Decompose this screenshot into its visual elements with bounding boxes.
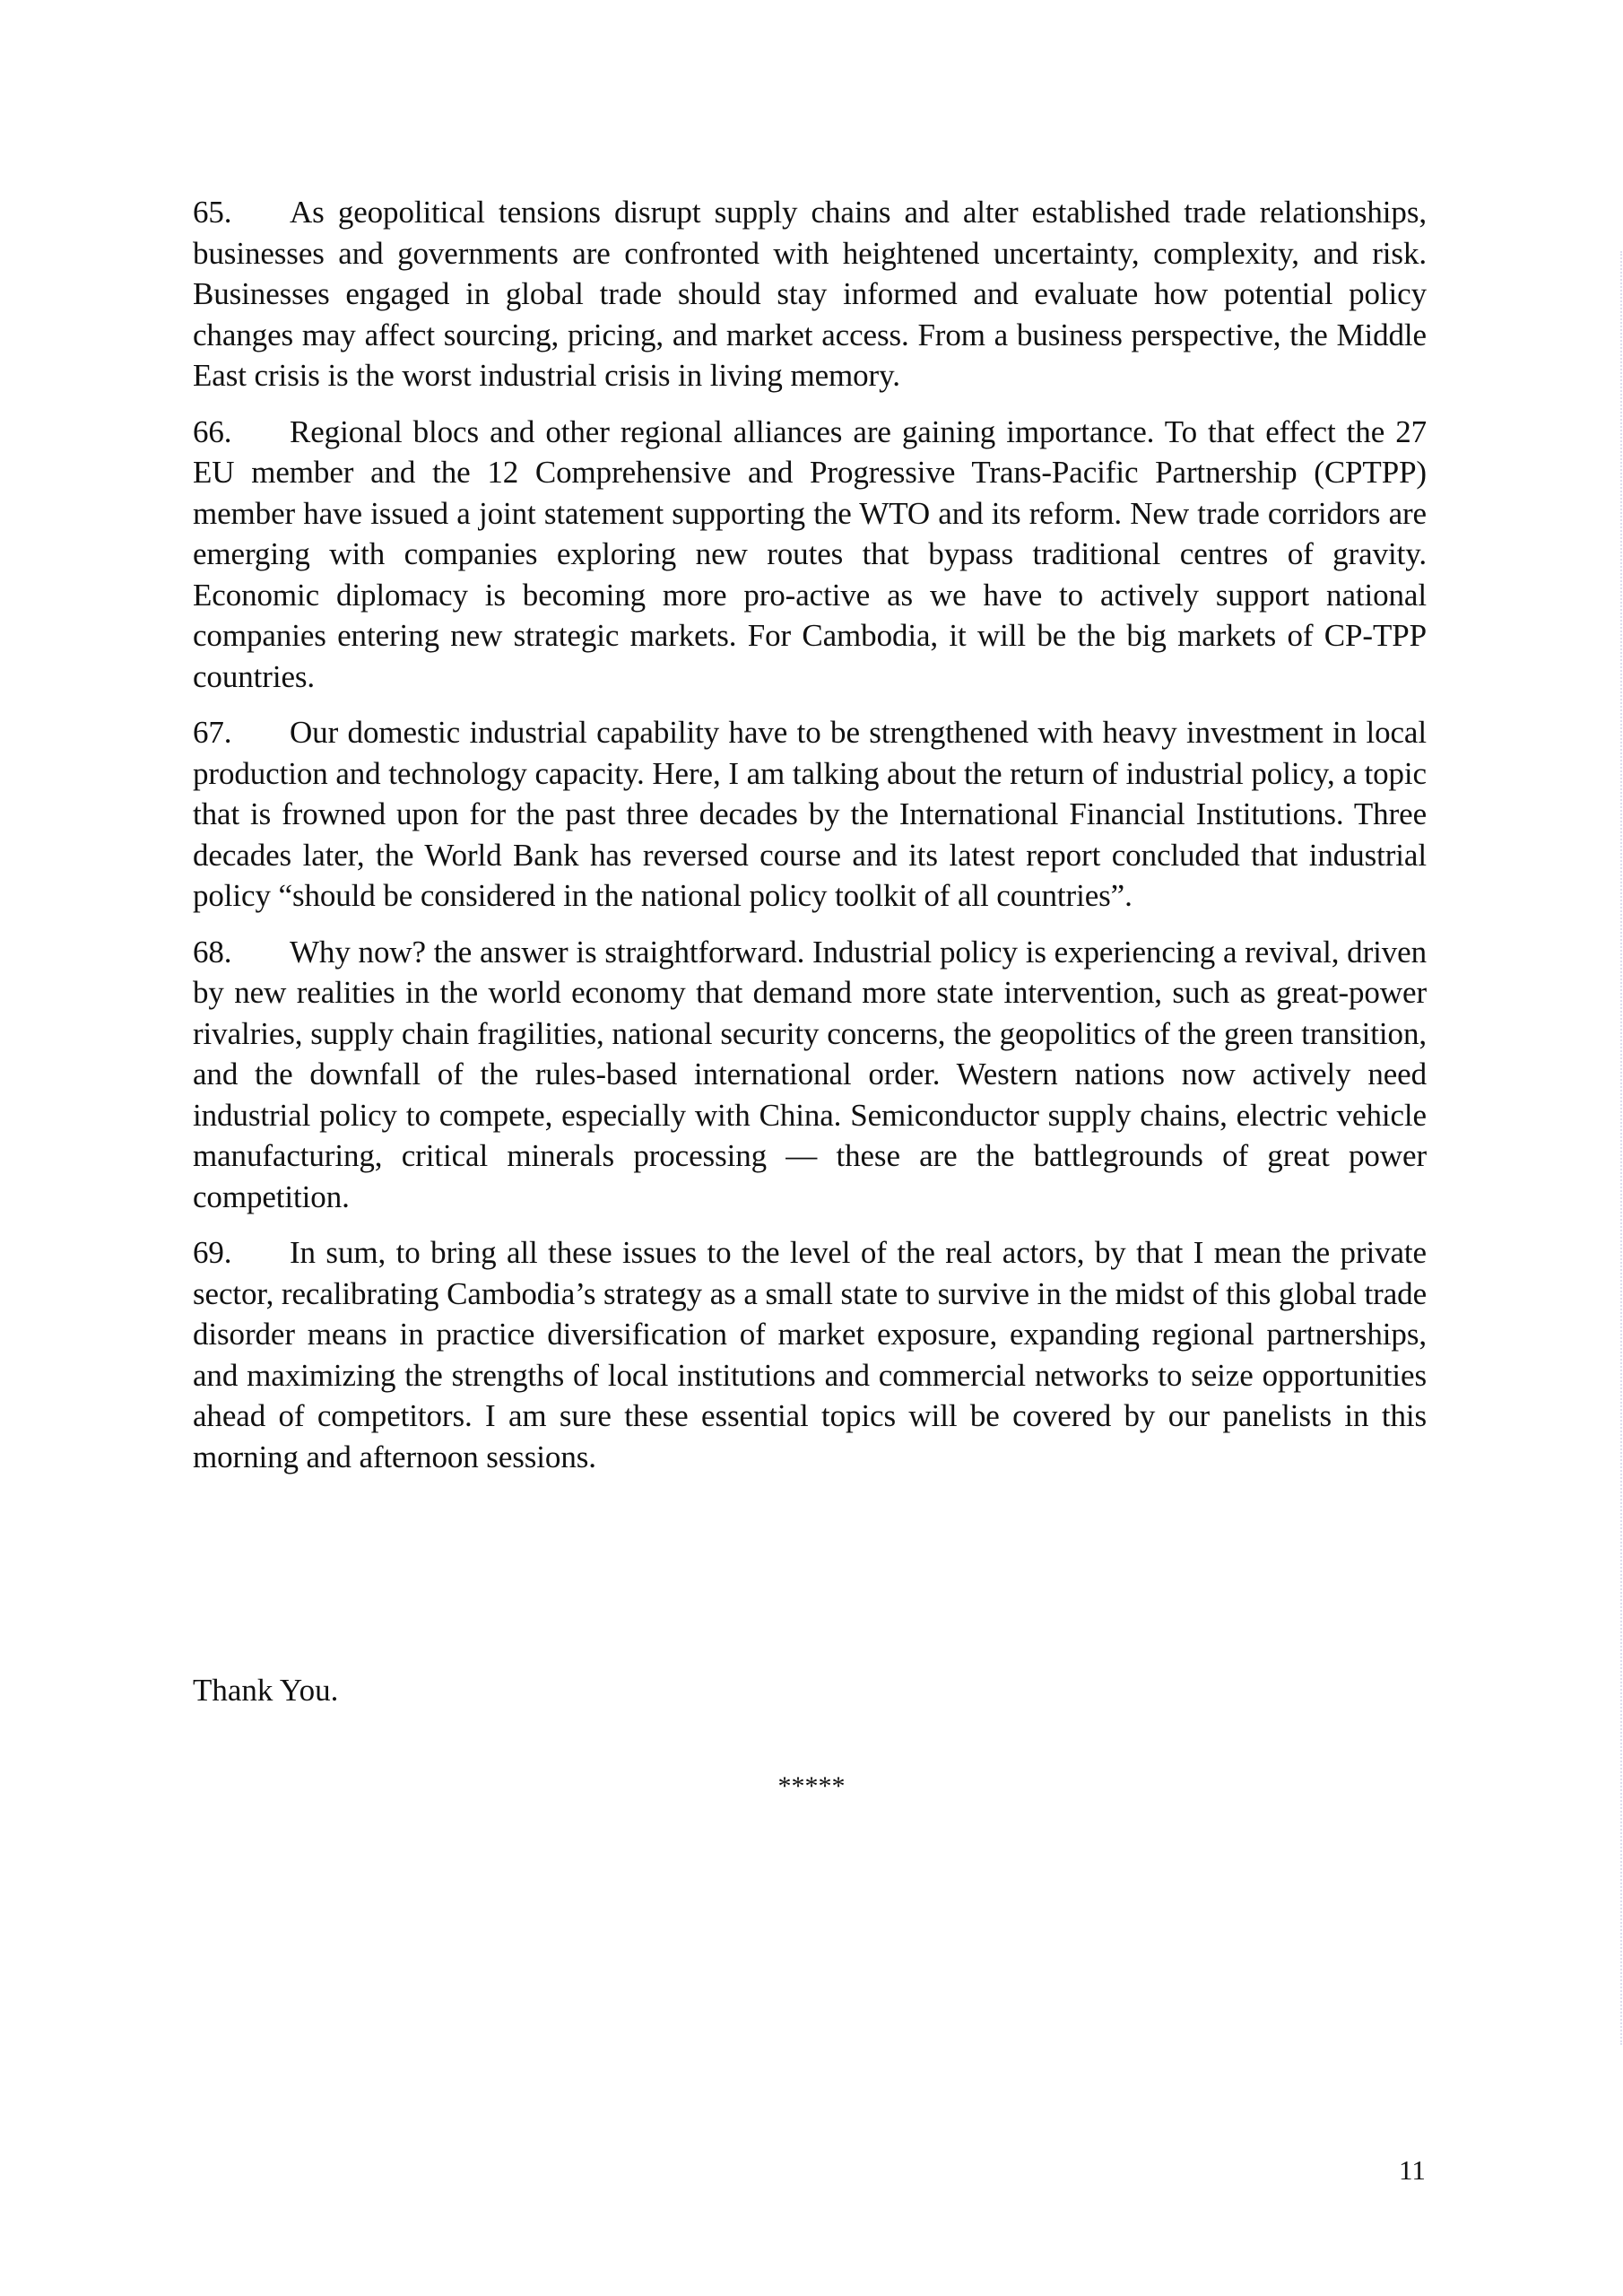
section-separator: ***** [777,1771,846,1801]
page-number: 11 [1399,2154,1426,2186]
paragraph-65 [193,192,1427,396]
paragraph-text: As geopolitical tensions disrupt supply chains and alter established trade relationships, businesses and governments are confronted with heightened uncertainty, complexity, and risk. Businesses engaged in global trade should stay informed and evaluate how potential policy changes may affect sourcing, pricing, and market access. From a business perspective, the Middle East crisis is the worst industrial crisis in living memory. [193,195,1427,393]
paragraph-number: 68. [193,934,232,970]
paragraph-text: Regional blocs and other regional alliances are gaining importance. To that effect the 27 EU member and the 12 Comprehensive and Progressive Trans-Pacific Partnership (CPTPP) member have issued a joint statement supporting the WTO and its reform. New trade corridors are emerging with companies exploring new routes that bypass traditional centres of gravity. Economic diplomacy is becoming more pro-active as we have to actively support national companies entering new strategic markets. For Cambodia, it will be the big markets of CP-TPP countries. [193,413,1427,694]
paragraph-text: In sum, to bring all these issues to the level of the real actors, by that I mean the private sector, recalibrating Cambodia’s strategy as a small state to survive in the midst of this global trade disorder means in practice diversification of market exposure, expanding regional partnerships, and maximizing the strengths of local institutions and commercial networks to seize opportunities ahead of competitors. I am sure these essential topics will be covered by our panelists in this morning and afternoon sessions. [193,1235,1427,1474]
paragraph-number: 67. [193,715,232,750]
paragraph-number: 65. [193,195,232,230]
paragraph-number: 69. [193,1235,232,1270]
paragraph-69 [193,1232,1427,1477]
paragraph-text: Our domestic industrial capability have to be strengthened with heavy investment in local production and technology capacity. Here, I am talking about the return of industrial policy, a topic that is frowned upon for the past three decades by the International Financial Institutions. Three decades later, the World Bank has reversed course and its latest report concluded that industrial policy “should be considered in the national policy toolkit of all countries”. [193,715,1427,913]
paragraph-number: 66. [193,413,232,449]
paragraph-67 [193,712,1427,917]
closing-remark: Thank You. [193,1673,339,1708]
paragraph-68 [193,932,1427,1218]
document-body [193,192,1427,1492]
paragraph-66 [193,412,1427,698]
paragraph-text: Why now? the answer is straightforward. Industrial policy is experiencing a revival, driven by new realities in the world economy that demand more state intervention, such as great-power rivalries, supply chain fragilities, national security concerns, the geopolitics of the green transition, and the downfall of the rules-based international order. Western nations now actively need industrial policy to compete, especially with China. Semiconductor supply chains, electric vehicle manufacturing, critical minerals processing — these are the battlegrounds of great power competition. [193,934,1427,1214]
